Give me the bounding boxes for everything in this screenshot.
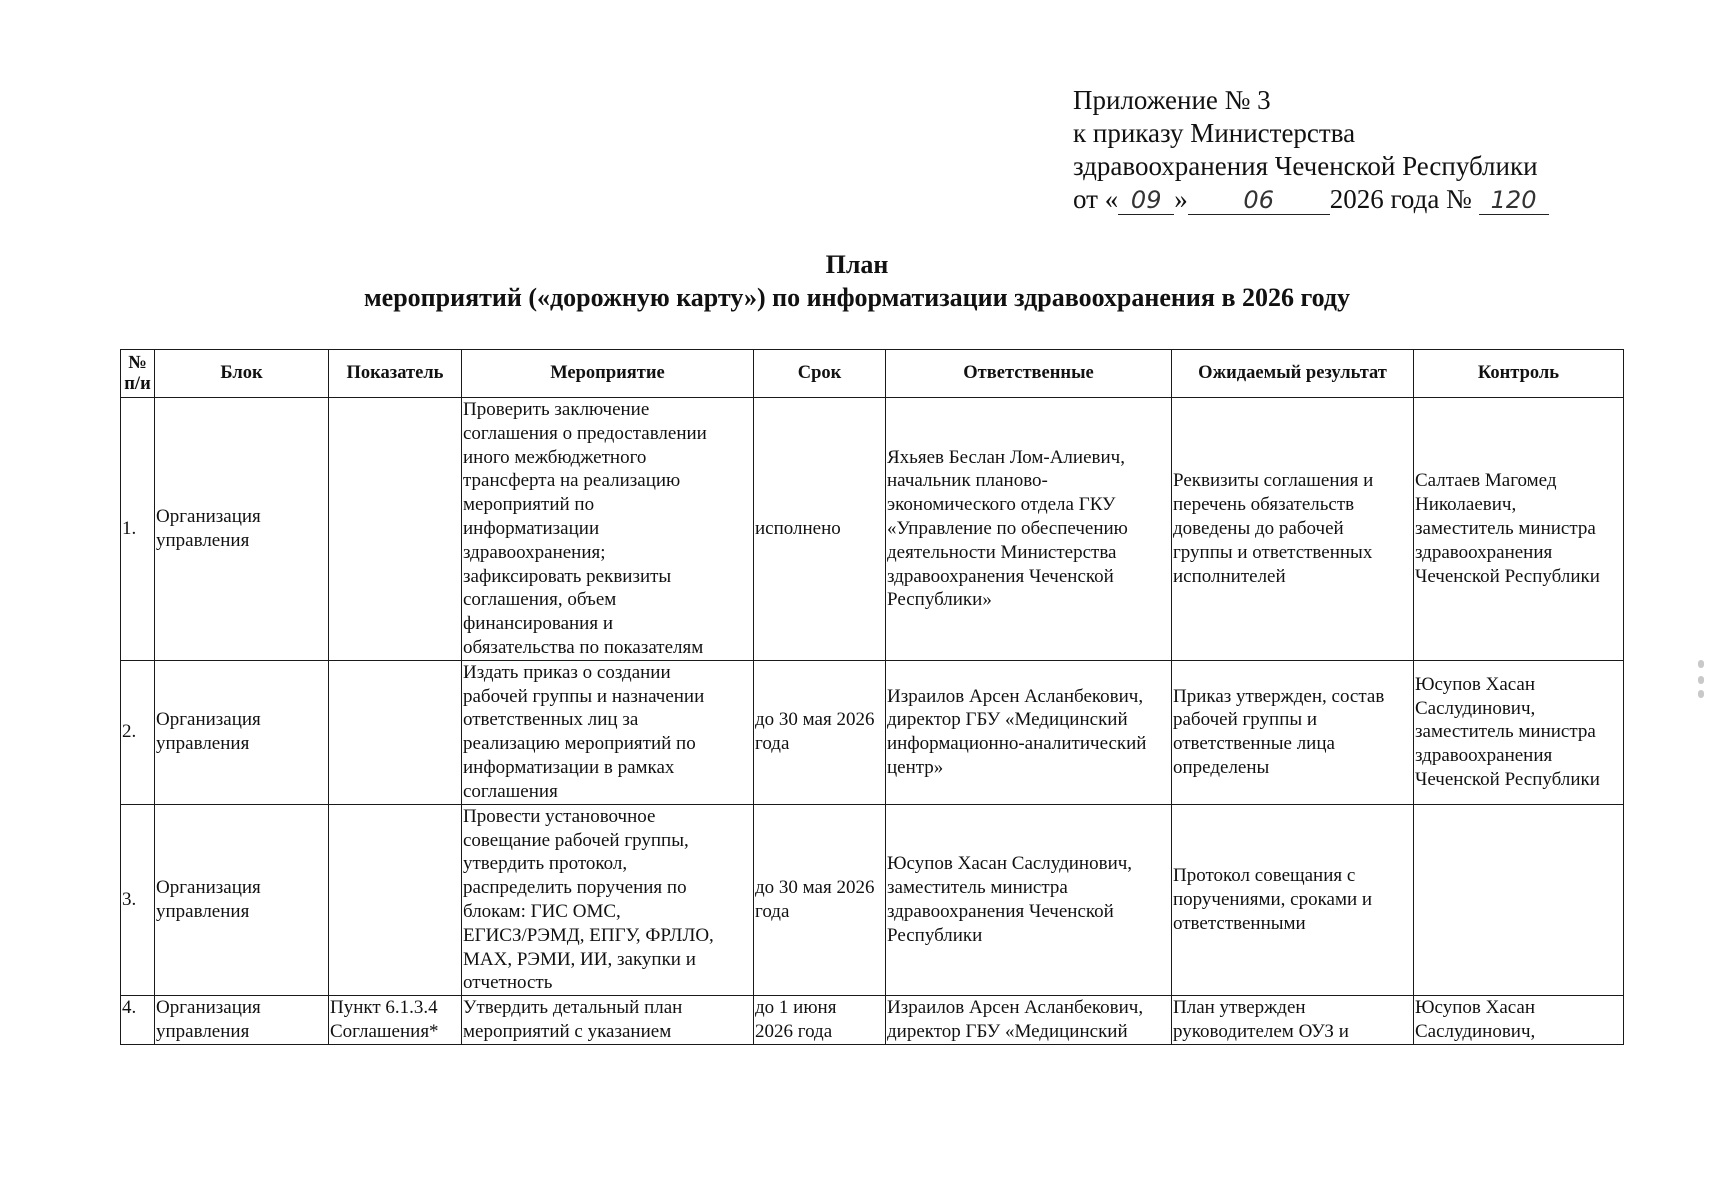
row-deadline: до 1 июня 2026 года xyxy=(754,996,886,1045)
row-indicator: Пункт 6.1.3.4 Соглашения* xyxy=(329,996,462,1045)
row-num: 1. xyxy=(121,398,155,661)
header-event: Мероприятие xyxy=(462,350,754,398)
row-responsible: Яхьяев Беслан Лом-Алиевич, начальник планово- экономического отдела ГКУ «Управление по обеспечению деятельности Министерства здравоохранения Чеченской Республики» xyxy=(886,398,1172,661)
row-deadline: до 30 мая 2026 года xyxy=(754,804,886,995)
handwritten-order-number: 120 xyxy=(1479,186,1549,215)
header-result: Ожидаемый результат xyxy=(1172,350,1414,398)
row-event: Проверить заключение соглашения о предоставлении иного межбюджетного трансферта на реализацию мероприятий по информатизации здравоохранения; зафиксировать реквизиты соглашения, объем финансирования и обязательства по показателям xyxy=(462,398,754,661)
row-block: Организация управления xyxy=(155,398,329,661)
row-block: Организация управления xyxy=(155,660,329,804)
table-row xyxy=(121,660,1624,804)
scan-artifact-dot xyxy=(1698,660,1704,668)
row-control: Юсупов Хасан Саслудинович, xyxy=(1414,996,1624,1045)
table-header-row xyxy=(121,350,1624,398)
row-responsible: Израилов Арсен Асланбекович, директор ГБУ «Медицинский информационно-аналитический центр» xyxy=(886,660,1172,804)
header-control: Контроль xyxy=(1414,350,1624,398)
row-num: 2. xyxy=(121,660,155,804)
row-control: Салтаев Магомед Николаевич, заместитель министра здравоохранения Чеченской Республики xyxy=(1414,398,1624,661)
header-num: № п/и xyxy=(121,350,155,398)
table-row xyxy=(121,398,1624,661)
row-result: Приказ утвержден, состав рабочей группы и ответственные лица определены xyxy=(1172,660,1414,804)
row-block: Организация управления xyxy=(155,804,329,995)
row-indicator xyxy=(329,804,462,995)
row-indicator xyxy=(329,660,462,804)
row-result: Протокол совещания с поручениями, сроками и ответственными xyxy=(1172,804,1414,995)
row-event: Издать приказ о создании рабочей группы и назначении ответственных лиц за реализацию мероприятий по информатизации в рамках соглашения xyxy=(462,660,754,804)
roadmap-table xyxy=(120,349,1624,1045)
handwritten-day: 09 xyxy=(1118,186,1174,215)
row-control: Юсупов Хасан Саслудинович, заместитель министра здравоохранения Чеченской Республики xyxy=(1414,660,1624,804)
appendix-order-ref: к приказу Министерства xyxy=(1073,118,1356,148)
scan-artifact-dot xyxy=(1698,690,1704,698)
row-event: Утвердить детальный план мероприятий с указанием xyxy=(462,996,754,1045)
appendix-date-line xyxy=(1073,183,1633,216)
row-num: 3. xyxy=(121,804,155,995)
row-deadline: до 30 мая 2026 года xyxy=(754,660,886,804)
row-indicator xyxy=(329,398,462,661)
header-block: Блок xyxy=(155,350,329,398)
row-deadline: исполнено xyxy=(754,398,886,661)
document-title: План xyxy=(825,250,889,279)
table-row xyxy=(121,996,1624,1045)
handwritten-month: 06 xyxy=(1188,186,1330,215)
header-indicator: Показатель xyxy=(329,350,462,398)
row-control xyxy=(1414,804,1624,995)
row-result: План утвержден руководителем ОУЗ и xyxy=(1172,996,1414,1045)
date-prefix: от « xyxy=(1073,184,1119,214)
scan-artifact-dot xyxy=(1698,676,1704,684)
appendix-ministry: здравоохранения Чеченской Республики xyxy=(1073,151,1538,181)
row-result: Реквизиты соглашения и перечень обязательств доведены до рабочей группы и ответственных исполнителей xyxy=(1172,398,1414,661)
row-responsible: Юсупов Хасан Саслудинович, заместитель министра здравоохранения Чеченской Республики xyxy=(886,804,1172,995)
appendix-title: Приложение № 3 xyxy=(1073,85,1271,115)
row-block: Организация управления xyxy=(155,996,329,1045)
row-responsible: Израилов Арсен Асланбекович, директор ГБУ «Медицинский xyxy=(886,996,1172,1045)
document-subtitle: мероприятий («дорожную карту») по информатизации здравоохранения в 2026 году xyxy=(363,283,1351,312)
header-responsible: Ответственные xyxy=(886,350,1172,398)
date-quote-close: » xyxy=(1174,184,1188,214)
table-row xyxy=(121,804,1624,995)
header-deadline: Срок xyxy=(754,350,886,398)
row-num: 4. xyxy=(121,996,155,1045)
row-event: Провести установочное совещание рабочей группы, утвердить протокол, распределить поручения по блокам: ГИС ОМС, ЕГИСЗ/РЭМД, ЕПГУ, ФРЛЛО, MAX, РЭМИ, ИИ, закупки и отчетность xyxy=(462,804,754,995)
date-year: 2026 года № xyxy=(1329,184,1472,214)
appendix-header xyxy=(1073,84,1633,216)
